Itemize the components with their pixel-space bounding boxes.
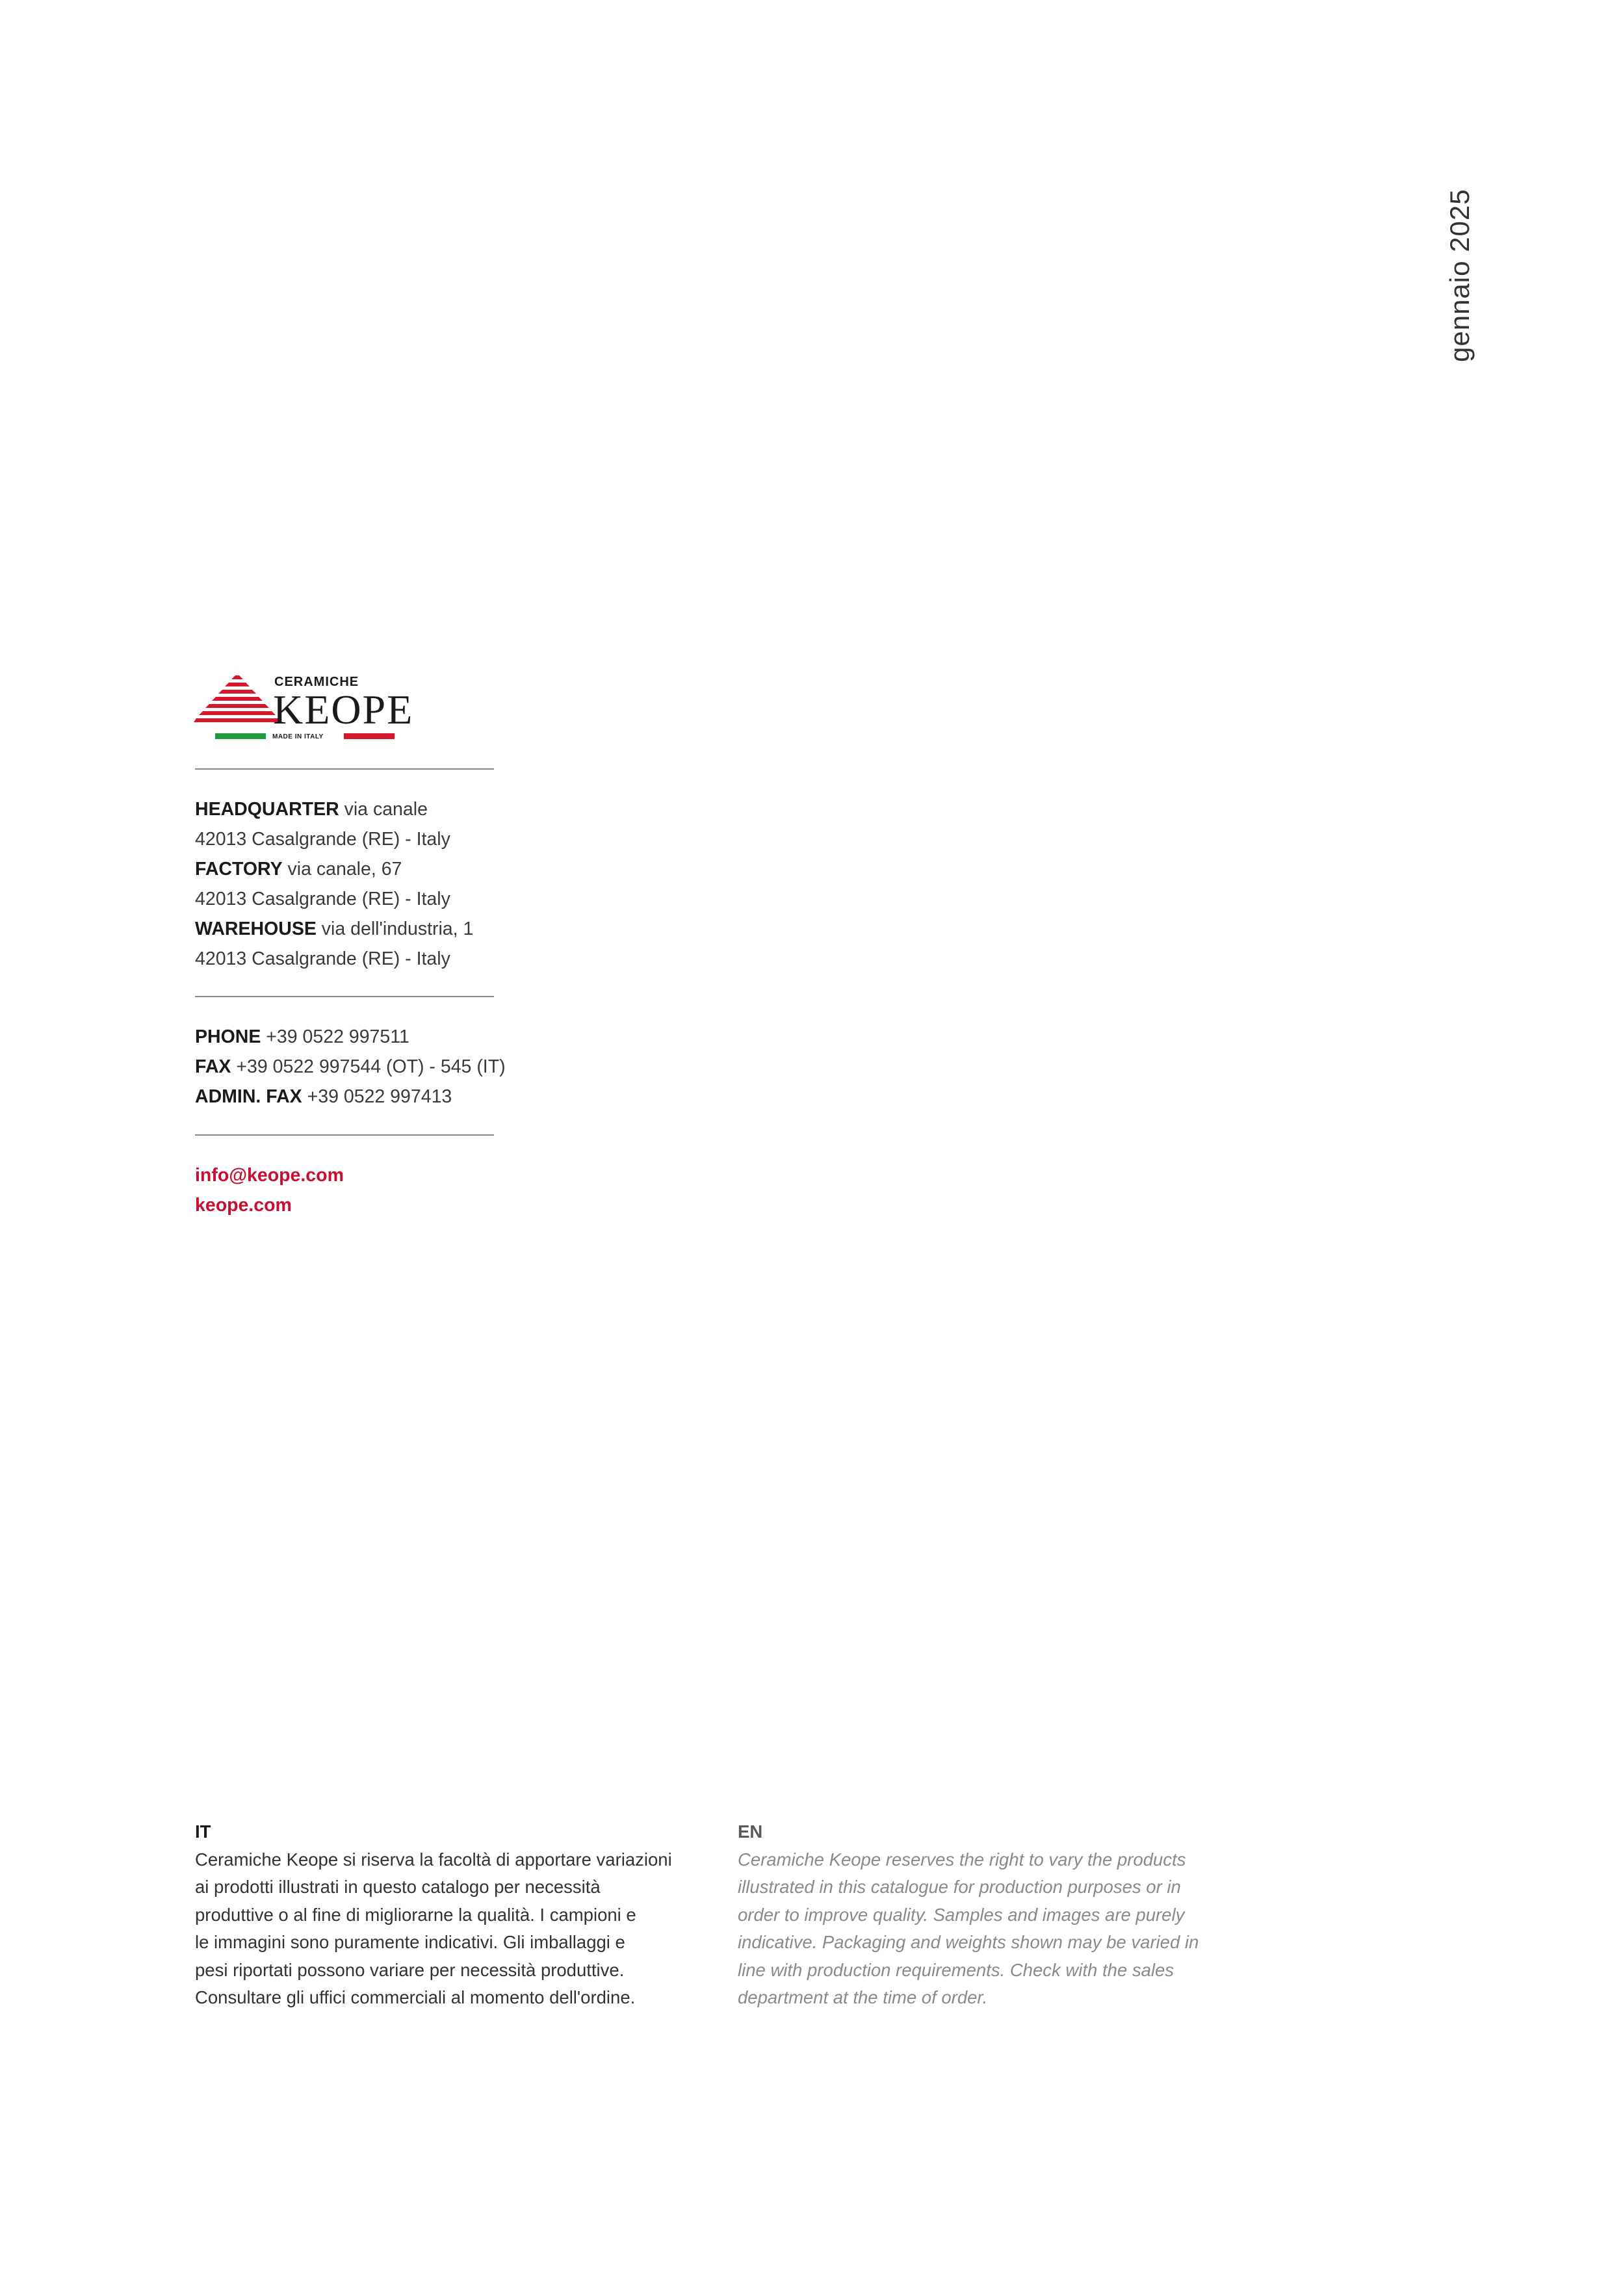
contacts	[195, 1022, 506, 1112]
legal-line: illustrated in this catalogue for production purposes or in	[738, 1877, 1181, 1897]
contact-admin-fax	[195, 1082, 506, 1112]
pyramid-icon	[194, 675, 282, 722]
logo-brand-big: KEOPE	[273, 686, 414, 733]
legal-line: department at the time of order.	[738, 1987, 988, 2007]
email-link[interactable]: info@keope.com	[195, 1165, 344, 1186]
logo-green-bar	[215, 733, 266, 739]
address-factory-city: 42013 Casalgrande (RE) - Italy	[195, 889, 450, 909]
address-label: WAREHOUSE	[195, 919, 317, 939]
address-warehouse-city: 42013 Casalgrande (RE) - Italy	[195, 948, 450, 969]
divider-1	[195, 768, 494, 770]
contact-label: PHONE	[195, 1026, 261, 1047]
address-label: FACTORY	[195, 859, 283, 880]
logo-red-bar	[344, 733, 395, 739]
contact-fax	[195, 1052, 506, 1082]
web-links	[195, 1160, 344, 1220]
legal-it-heading: IT	[195, 1821, 211, 1842]
address-value: via dell'industria, 1	[316, 919, 474, 939]
address-factory	[195, 854, 473, 884]
legal-line: indicative. Packaging and weights shown may be varied in	[738, 1932, 1199, 1952]
legal-line: produttive o al fine di migliorarne la qualità. I campioni e	[195, 1904, 636, 1925]
address-value: via canale, 67	[282, 859, 402, 880]
logo-brand-small: CERAMICHE	[274, 675, 359, 689]
contact-value: +39 0522 997511	[261, 1026, 409, 1047]
address-warehouse	[195, 914, 473, 944]
legal-line: pesi riportati possono variare per necessità produttive.	[195, 1959, 625, 1980]
legal-line: Ceramiche Keope si riserva la facoltà di apportare variazioni	[195, 1849, 672, 1870]
legal-line: order to improve quality. Samples and images are purely	[738, 1904, 1185, 1925]
address-headquarter-city: 42013 Casalgrande (RE) - Italy	[195, 829, 450, 850]
addresses	[195, 794, 473, 974]
legal-en-text	[738, 1846, 1258, 2012]
divider-2	[195, 996, 494, 997]
legal-line: le immagini sono puramente indicativi. Gli imballaggi e	[195, 1932, 625, 1952]
legal-line: Consultare gli uffici commerciali al momento dell'ordine.	[195, 1987, 636, 2007]
contact-phone	[195, 1022, 506, 1052]
legal-it	[195, 1818, 715, 2012]
legal-line: ai prodotti illustrati in questo catalogo per necessità	[195, 1877, 601, 1897]
address-value: via canale	[339, 799, 428, 820]
contact-value: +39 0522 997544 (OT) - 545 (IT)	[231, 1056, 506, 1077]
contact-value: +39 0522 997413	[302, 1086, 452, 1107]
legal-en	[738, 1818, 1258, 2012]
contact-label: FAX	[195, 1056, 231, 1077]
legal-line: line with production requirements. Check with the sales	[738, 1959, 1175, 1980]
legal-en-heading: EN	[738, 1821, 763, 1842]
contact-label: ADMIN. FAX	[195, 1086, 302, 1107]
address-headquarter	[195, 794, 473, 824]
legal-line: Ceramiche Keope reserves the right to vary the products	[738, 1849, 1186, 1870]
catalogue-date: gennaio 2025	[1444, 189, 1475, 362]
keope-logo	[194, 666, 428, 748]
legal-it-text	[195, 1846, 715, 2012]
divider-3	[195, 1134, 494, 1136]
address-label: HEADQUARTER	[195, 799, 339, 820]
logo-tagline: MADE IN ITALY	[272, 733, 324, 740]
website-link[interactable]: keope.com	[195, 1195, 292, 1216]
